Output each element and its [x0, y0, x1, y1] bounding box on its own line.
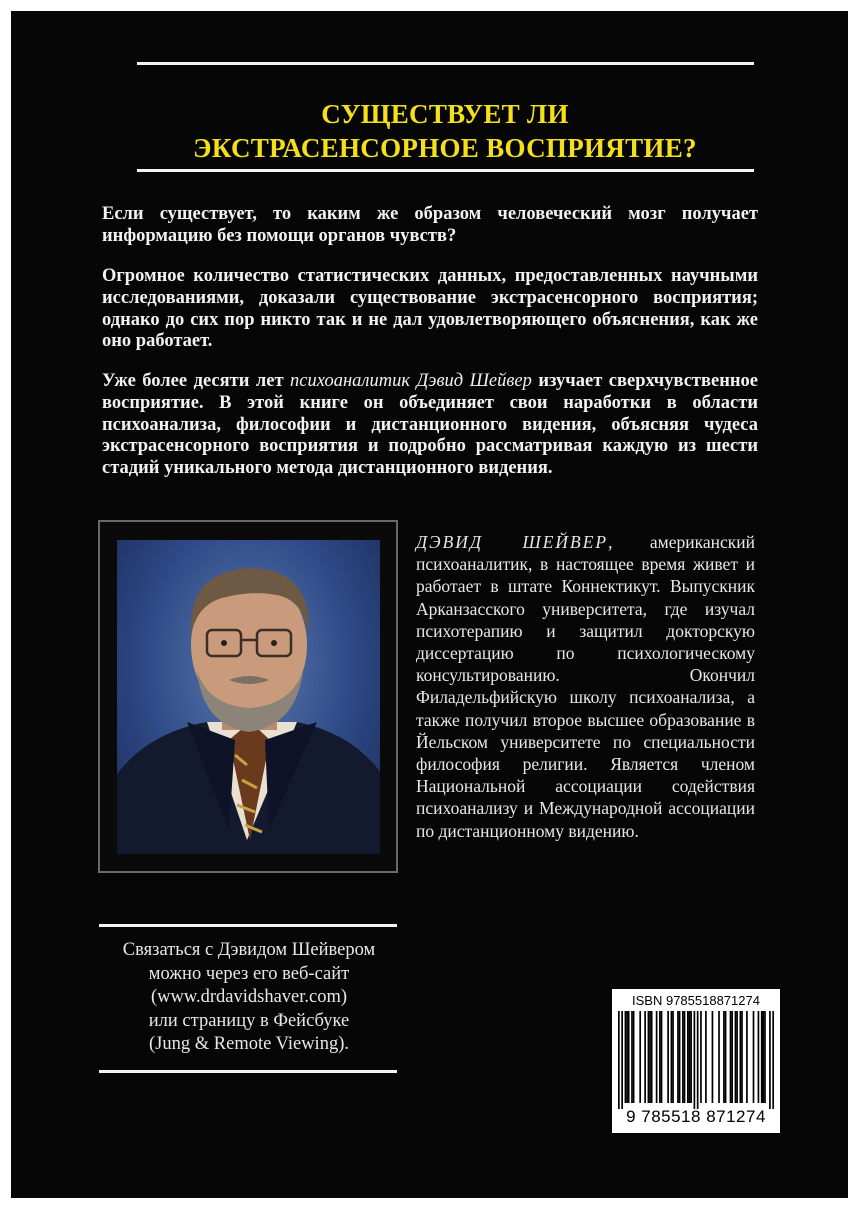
- author-photo-frame: [98, 520, 398, 873]
- barcode-bar: [633, 1011, 635, 1103]
- barcode-bar: [694, 1011, 696, 1109]
- cover-title: [135, 97, 755, 165]
- barcode-bar: [731, 1011, 733, 1103]
- contact-website: (www.drdavidshaver.com): [150, 987, 348, 1007]
- barcode-bar: [631, 1011, 633, 1103]
- contact-facebook: (Jung & Remote Viewing).: [149, 1034, 349, 1054]
- barcode-bar: [725, 1011, 727, 1103]
- barcode-bar: [682, 1011, 684, 1103]
- paragraph-question: Если существует, то каким же образом человеческий мозг получает информацию без помощи органов чувств?: [102, 204, 758, 246]
- barcode-bar: [644, 1011, 646, 1103]
- barcode-bar: [764, 1011, 766, 1103]
- barcode-bar: [625, 1011, 627, 1103]
- contact-rule-top: [99, 924, 397, 927]
- top-rule-lower: [137, 169, 754, 172]
- barcode-bar: [723, 1011, 725, 1103]
- barcode-bar: [672, 1011, 674, 1103]
- barcode-bar: [772, 1011, 774, 1109]
- contact-rule-bottom: [99, 1070, 397, 1073]
- barcode-bar: [667, 1011, 669, 1103]
- contact-line-2: можно через его веб-сайт: [148, 963, 350, 984]
- barcode-bar: [741, 1011, 743, 1103]
- title-line-2: ЭКСТРАСЕНСОРНОЕ ВОСПРИЯТИЕ?: [193, 133, 697, 163]
- title-line-1: СУЩЕСТВУЕТ ЛИ: [321, 99, 569, 129]
- barcode-bar: [649, 1011, 651, 1103]
- barcode-bar: [697, 1011, 699, 1109]
- barcode-bar: [740, 1011, 742, 1103]
- barcode-bar: [671, 1011, 673, 1103]
- barcode-bar: [689, 1011, 691, 1103]
- barcode-bar: [687, 1011, 689, 1103]
- barcode-bar: [690, 1011, 692, 1103]
- barcode-bar: [758, 1011, 760, 1103]
- contact-line-4: или страницу в Фейсбуке: [148, 1010, 350, 1031]
- barcode-bar: [639, 1011, 641, 1103]
- barcode-bar: [679, 1011, 681, 1103]
- barcode-bar: [705, 1011, 707, 1103]
- barcode-bar: [659, 1011, 661, 1103]
- paragraph-statistics: Огромное количество статистических данных, предоставленных научными исследованиями, доказали существование экстрасенсорного восприятия; однако до сих пор никто так и не дал удовлетворяющего объяснения, как же оно работает.: [102, 266, 758, 352]
- barcode-bar: [656, 1011, 658, 1103]
- barcode-bar: [621, 1011, 623, 1109]
- isbn-digits: 9 785518 871274: [626, 1107, 766, 1126]
- barcode-bar: [753, 1011, 755, 1103]
- barcode-bar: [730, 1011, 732, 1103]
- barcode-bar: [651, 1011, 653, 1103]
- book-back-cover: [11, 11, 848, 1198]
- barcode-bar: [718, 1011, 720, 1103]
- contact-line-1: Связаться с Дэвидом Шейвером: [122, 940, 376, 960]
- author-bio: [416, 531, 755, 842]
- barcode-bar: [712, 1011, 714, 1103]
- barcode-bars: [618, 1011, 774, 1109]
- author-portrait-illustration: [117, 540, 380, 854]
- barcode-bar: [761, 1011, 763, 1103]
- barcode-bar: [736, 1011, 738, 1103]
- isbn-label: ISBN 9785518871274: [632, 993, 760, 1008]
- p3-author-mention: психоаналитик Дэвид Шейвер: [290, 371, 532, 391]
- barcode-bar: [618, 1011, 620, 1109]
- bio-text: , американский психоаналитик, в настоящее время живет и работает в штате Коннектикут. Выпускник Арканзасского университета, где изучал психотерапию и защитил докторскую диссертацию по психологическому консультированию. Окончил Филадельфийскую школу психоанализа, а также получил второе высшее образование в Йельском университете по специальности философия религии. Является членом Национальной ассоциации содействия психоанализу и Международной ассоциации по дистанционному видению.: [416, 532, 755, 841]
- author-photo: [117, 540, 380, 854]
- isbn-barcode: [612, 989, 780, 1133]
- barcode-bar: [677, 1011, 679, 1103]
- barcode-bar: [661, 1011, 663, 1103]
- p3-lead: Уже более десяти лет: [102, 371, 291, 391]
- contact-info: [99, 939, 399, 1057]
- p3-rest: изучает сверхчувственное восприятие. В этой книге он объединяет свои наработки в области психоанализа, философии и дистанционного видения, объясняя чудеса экстрасенсорного восприятия и подробно рассматривая каждую из шести стадий уникального метода дистанционного видения.: [102, 371, 758, 479]
- barcode-bar: [626, 1011, 628, 1103]
- barcode-bar: [763, 1011, 765, 1103]
- barcode-bar: [628, 1011, 630, 1103]
- barcode-bar: [648, 1011, 650, 1103]
- barcode-bar: [746, 1011, 748, 1103]
- barcode-bar: [684, 1011, 686, 1103]
- barcode-bar: [769, 1011, 771, 1109]
- paragraph-about-book: [102, 371, 758, 480]
- barcode-bar: [735, 1011, 737, 1103]
- top-rule-upper: [137, 62, 754, 65]
- barcode-bar: [700, 1011, 702, 1103]
- bio-author-name: ДЭВИД ШЕЙВЕР: [416, 532, 609, 552]
